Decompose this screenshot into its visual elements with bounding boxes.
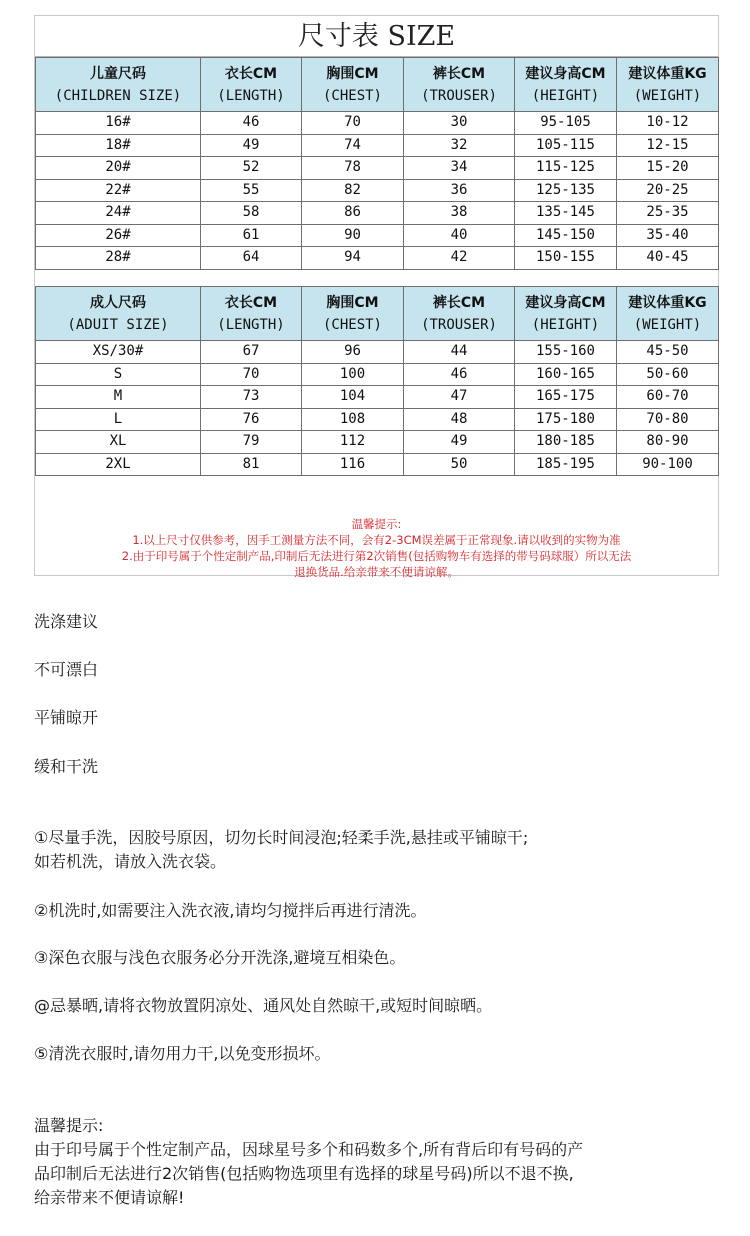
table-cell: 165-175 — [515, 386, 617, 409]
size-chart-notice — [35, 516, 718, 579]
notice-line: 1.以上尺寸仅供参考，因手工测量方法不同，会有2-3CM误差属于正常现象.请以收到的实物为准 — [132, 533, 621, 547]
table-cell: 46 — [201, 112, 302, 135]
care-tip-3: ③深色衣服与浅色衣服务必分开洗涤,避境互相染色。 — [34, 948, 406, 967]
table-cell: 47 — [404, 386, 515, 409]
care-tip-5: ⑤清洗衣服时,请勿用力干,以免变形损坏。 — [34, 1044, 331, 1063]
header-cell: 建议身高CM (HEIGHT) — [515, 58, 617, 112]
care-item: 平铺晾开 — [34, 708, 99, 727]
header-cell: 胸围CM (CHEST) — [302, 287, 404, 341]
notice-title: 温馨提示: — [351, 517, 402, 531]
table-cell: 79 — [201, 431, 302, 454]
table-cell: 50 — [404, 453, 515, 476]
table-cell: 135-145 — [515, 202, 617, 225]
table-cell: 76 — [201, 408, 302, 431]
table-cell: 67 — [201, 341, 302, 364]
care-heading: 洗涤建议 — [34, 612, 99, 631]
header-cell: 建议体重KG (WEIGHT) — [617, 58, 719, 112]
table-cell: 26# — [36, 224, 201, 247]
size-chart-title: 尺寸表 SIZE — [35, 16, 718, 57]
table-cell: 90 — [302, 224, 404, 247]
table-cell: M — [36, 386, 201, 409]
table-cell: S — [36, 363, 201, 386]
header-cell: 裤长CM (TROUSER) — [404, 287, 515, 341]
table-cell: 145-150 — [515, 224, 617, 247]
table-cell: 40 — [404, 224, 515, 247]
table-cell: 70 — [302, 112, 404, 135]
table-cell: 155-160 — [515, 341, 617, 364]
header-cell: 裤长CM (TROUSER) — [404, 58, 515, 112]
table-cell: 38 — [404, 202, 515, 225]
header-cell: 衣长CM (LENGTH) — [201, 58, 302, 112]
table-cell: 115-125 — [515, 157, 617, 180]
table-cell: 73 — [201, 386, 302, 409]
table-cell: XL — [36, 431, 201, 454]
table-row — [36, 134, 719, 157]
adult-size-table — [35, 286, 719, 476]
table-cell: 100 — [302, 363, 404, 386]
table-cell: 108 — [302, 408, 404, 431]
table-row — [36, 386, 719, 409]
children-size-table — [35, 57, 719, 270]
table-cell: 60-70 — [617, 386, 719, 409]
children-header-row — [36, 58, 719, 112]
table-cell: 61 — [201, 224, 302, 247]
table-cell: 18# — [36, 134, 201, 157]
table-cell: 28# — [36, 247, 201, 270]
table-cell: 82 — [302, 179, 404, 202]
table-cell: 12-15 — [617, 134, 719, 157]
table-cell: 35-40 — [617, 224, 719, 247]
table-cell: L — [36, 408, 201, 431]
table-cell: 86 — [302, 202, 404, 225]
table-cell: 150-155 — [515, 247, 617, 270]
table-cell: 10-12 — [617, 112, 719, 135]
care-item: 缓和干洗 — [34, 757, 99, 776]
table-cell: 90-100 — [617, 453, 719, 476]
table-cell: 95-105 — [515, 112, 617, 135]
table-cell: 30 — [404, 112, 515, 135]
table-cell: 46 — [404, 363, 515, 386]
header-cell: 儿童尺码 (CHILDREN SIZE) — [36, 58, 201, 112]
table-cell: 70-80 — [617, 408, 719, 431]
table-cell: 20-25 — [617, 179, 719, 202]
table-cell: 160-165 — [515, 363, 617, 386]
table-cell: 105-115 — [515, 134, 617, 157]
table-cell: 58 — [201, 202, 302, 225]
table-cell: 116 — [302, 453, 404, 476]
table-cell: 48 — [404, 408, 515, 431]
table-cell: 185-195 — [515, 453, 617, 476]
table-cell: 24# — [36, 202, 201, 225]
table-row — [36, 408, 719, 431]
table-cell: 2XL — [36, 453, 201, 476]
footer-notice-line: 给亲带来不便请谅解! — [34, 1188, 185, 1207]
table-cell: 50-60 — [617, 363, 719, 386]
care-tip-4: @忌暴晒,请将衣物放置阴凉处、通风处自然晾干,或短时间晾晒。 — [34, 996, 493, 1015]
table-cell: 25-35 — [617, 202, 719, 225]
table-cell: 45-50 — [617, 341, 719, 364]
table-cell: 94 — [302, 247, 404, 270]
header-cell: 衣长CM (LENGTH) — [201, 287, 302, 341]
table-row — [36, 453, 719, 476]
footer-notice-line: 品印制后无法进行2次销售(包括购物选项里有选择的球星号码)所以不退不换, — [34, 1164, 574, 1183]
care-tip-1: ①尽量手洗，因胶号原因，切勿长时间浸泡;轻柔手洗,悬挂或平铺晾干; — [34, 828, 529, 847]
table-row — [36, 224, 719, 247]
care-item: 不可漂白 — [34, 660, 99, 679]
table-cell: 44 — [404, 341, 515, 364]
footer-notice-line: 由于印号属于个性定制产品，因球星号多个和码数多个,所有背后印有号码的产 — [34, 1140, 584, 1159]
table-row — [36, 247, 719, 270]
table-cell: 112 — [302, 431, 404, 454]
table-cell: 36 — [404, 179, 515, 202]
table-cell: 40-45 — [617, 247, 719, 270]
table-cell: 15-20 — [617, 157, 719, 180]
care-tip-1-cont: 如若机洗，请放入洗衣袋。 — [34, 852, 227, 871]
table-cell: 52 — [201, 157, 302, 180]
table-cell: 22# — [36, 179, 201, 202]
table-row — [36, 341, 719, 364]
table-cell: 64 — [201, 247, 302, 270]
table-row — [36, 431, 719, 454]
care-tip-2: ②机洗时,如需要注入洗衣液,请均匀搅拌后再进行清洗。 — [34, 901, 427, 920]
table-cell: 34 — [404, 157, 515, 180]
footer-notice-title: 温馨提示: — [34, 1116, 104, 1135]
table-cell: 55 — [201, 179, 302, 202]
size-chart — [34, 15, 719, 579]
adult-header-row — [36, 287, 719, 341]
table-cell: 42 — [404, 247, 515, 270]
table-cell: 74 — [302, 134, 404, 157]
table-cell: 16# — [36, 112, 201, 135]
table-cell: 20# — [36, 157, 201, 180]
table-cell: 180-185 — [515, 431, 617, 454]
notice-line: 退换货品.给亲带来不便请谅解。 — [294, 565, 459, 579]
table-cell: XS/30# — [36, 341, 201, 364]
table-cell: 96 — [302, 341, 404, 364]
table-cell: 80-90 — [617, 431, 719, 454]
header-cell: 建议体重KG (WEIGHT) — [617, 287, 719, 341]
table-row — [36, 157, 719, 180]
table-cell: 104 — [302, 386, 404, 409]
table-cell: 125-135 — [515, 179, 617, 202]
notice-line: 2.由于印号属于个性定制产品,印制后无法进行第2次销售(包括购物车有选择的带号码球服）所以无法 — [121, 549, 632, 563]
table-cell: 32 — [404, 134, 515, 157]
table-cell: 78 — [302, 157, 404, 180]
header-cell: 建议身高CM (HEIGHT) — [515, 287, 617, 341]
table-cell: 175-180 — [515, 408, 617, 431]
table-cell: 70 — [201, 363, 302, 386]
table-cell: 49 — [201, 134, 302, 157]
table-cell: 49 — [404, 431, 515, 454]
table-row — [36, 179, 719, 202]
table-row — [36, 363, 719, 386]
table-row — [36, 202, 719, 225]
table-row — [36, 112, 719, 135]
header-cell: 胸围CM (CHEST) — [302, 58, 404, 112]
table-cell: 81 — [201, 453, 302, 476]
header-cell: 成人尺码 (ADUIT SIZE) — [36, 287, 201, 341]
